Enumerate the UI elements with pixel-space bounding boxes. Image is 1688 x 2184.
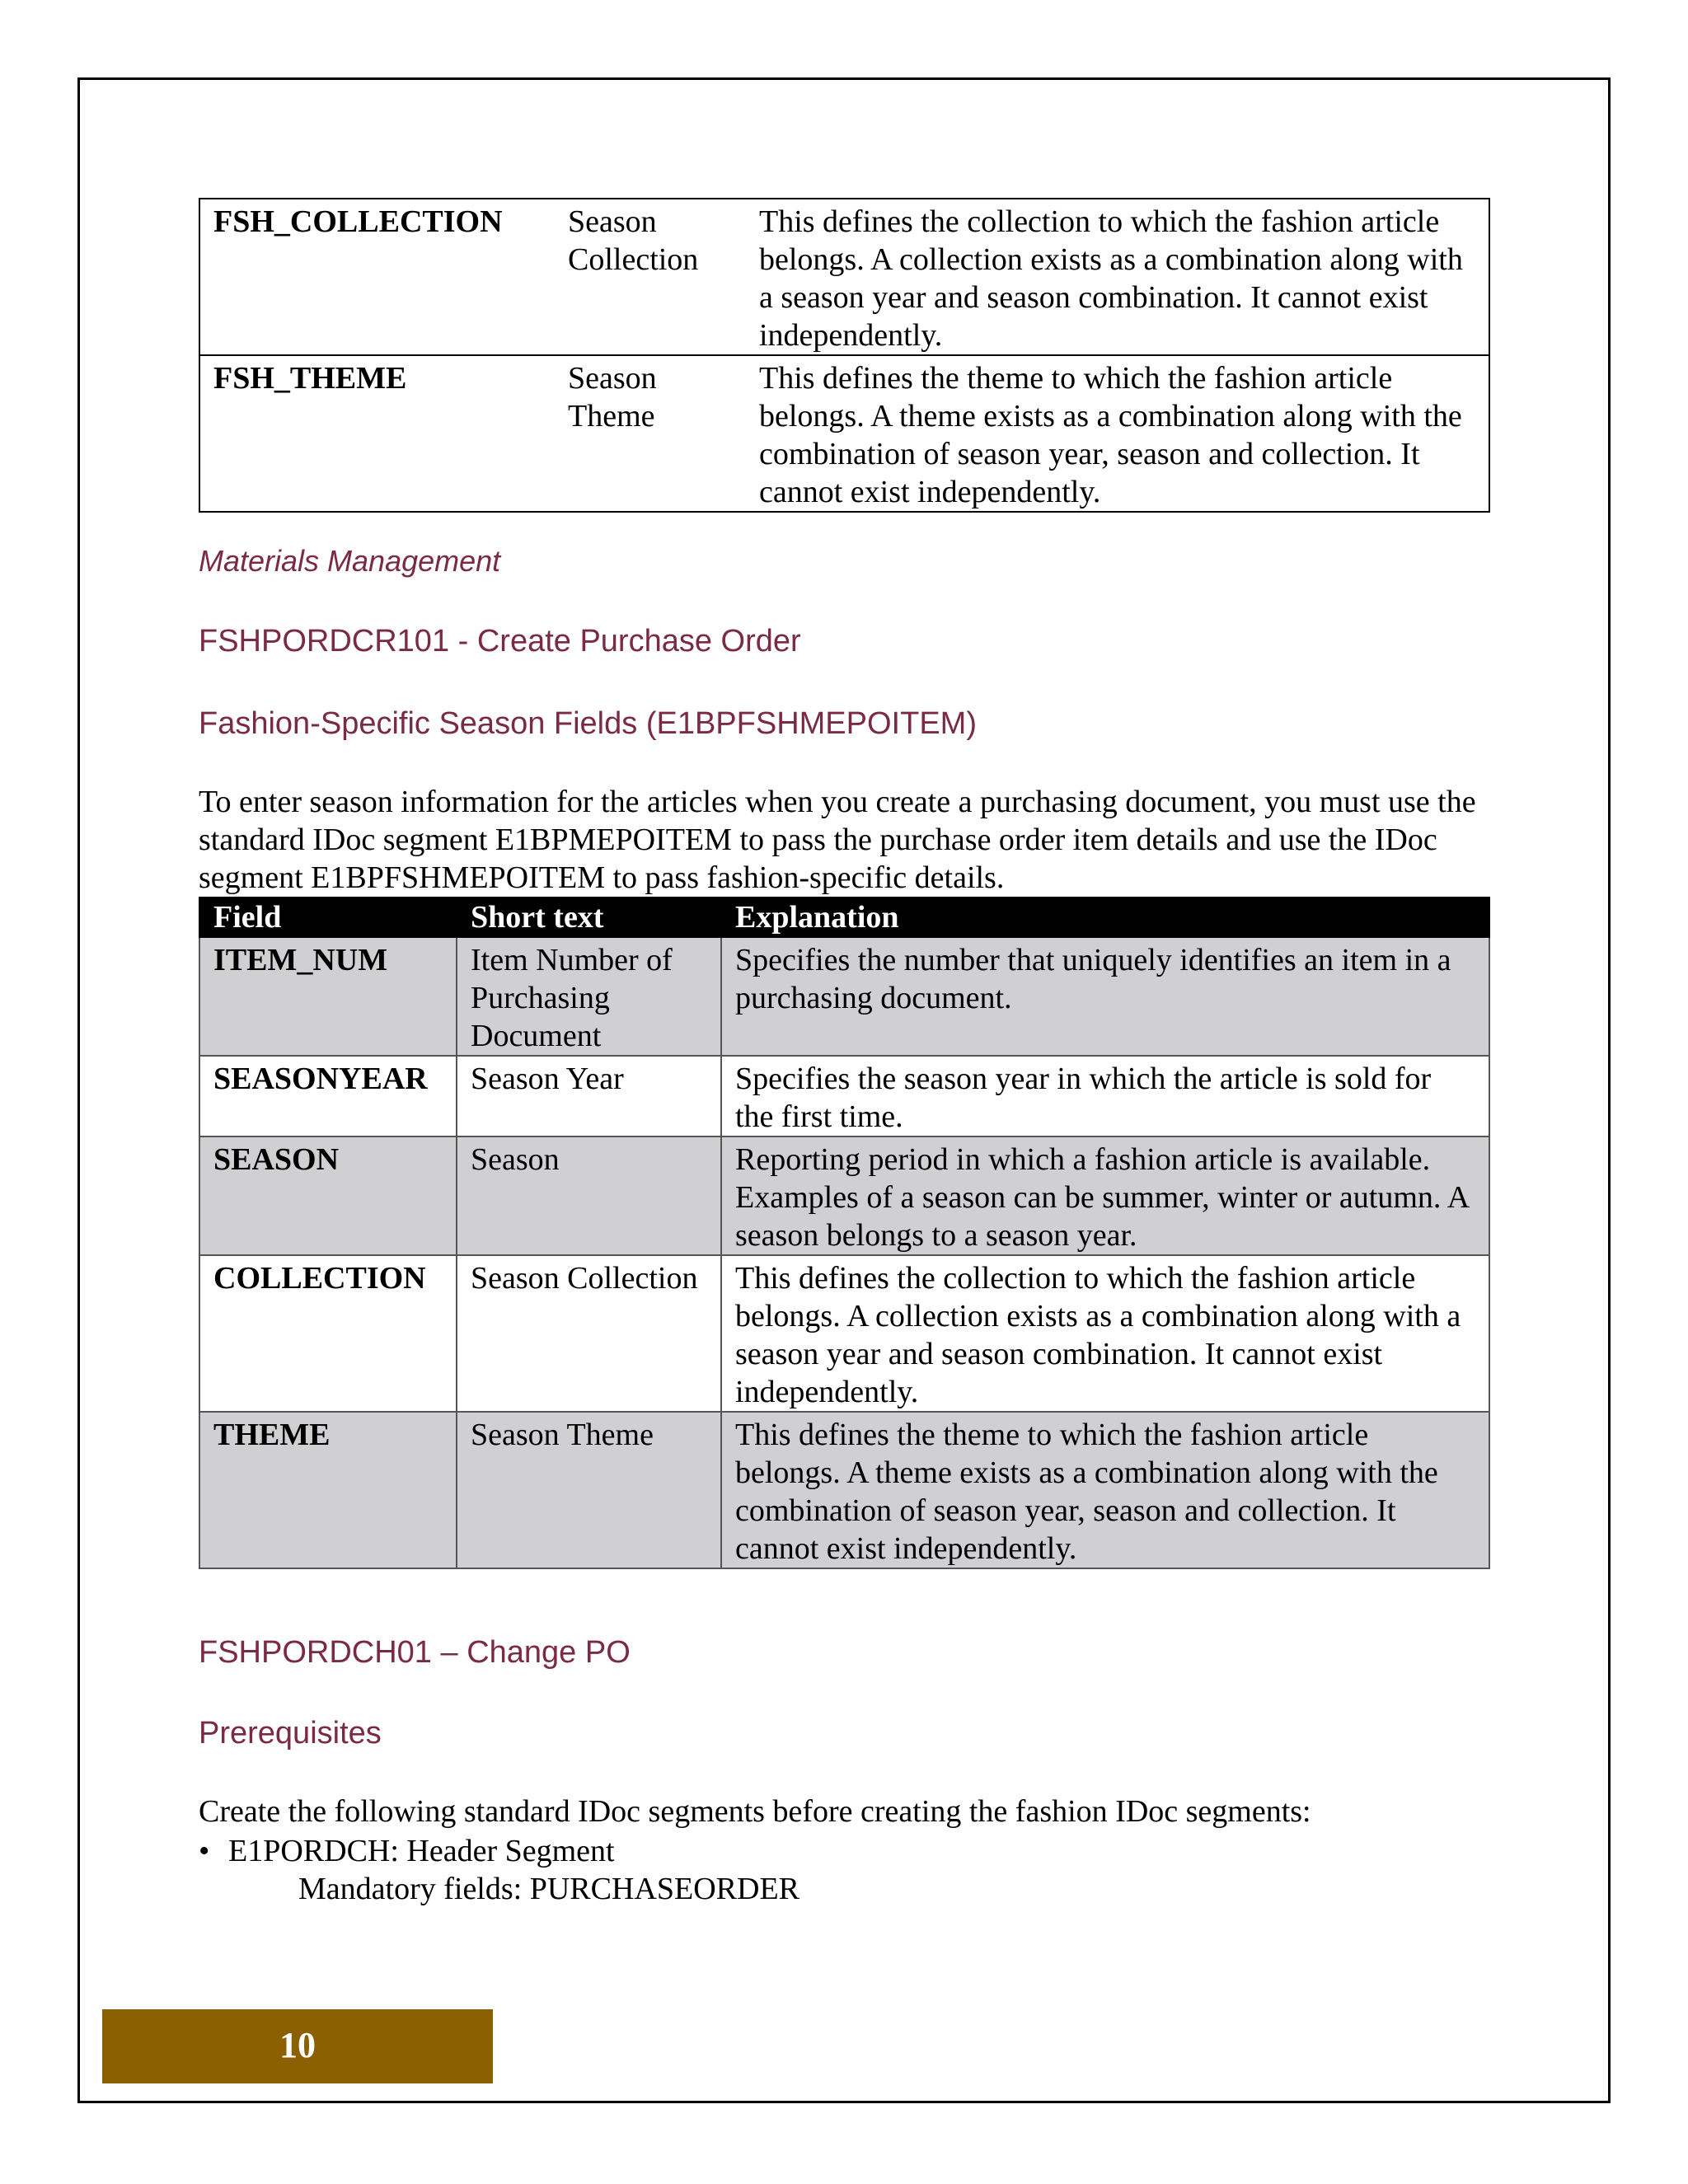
intro-paragraph: To enter season information for the articles when you create a purchasing document, you must use the standard IDoc segment E1BPMEPOITEM to pass the purchase order item details and use the IDoc segment E1BPFSHMEPOITEM to pass fashion-specific details. bbox=[199, 785, 1476, 895]
create-po-heading: FSHPORDCR101 - Create Purchase Order bbox=[199, 624, 801, 658]
change-po-heading: FSHPORDCH01 – Change PO bbox=[199, 1635, 631, 1670]
footer-bar bbox=[102, 2009, 493, 2083]
page-number: 10 bbox=[279, 2025, 316, 2065]
prerequisites-paragraph: Create the following standard IDoc segments before creating the fashion IDoc segments: bbox=[199, 1794, 1311, 1829]
bullet-list-item bbox=[199, 1832, 615, 1870]
explanation-cell: Specifies the number that uniquely identifies an item in a purchasing document. bbox=[721, 937, 1489, 1056]
field-cell: SEASONYEAR bbox=[199, 1056, 457, 1137]
table-row bbox=[199, 355, 1489, 512]
explanation-cell: This defines the theme to which the fashion article belongs. A theme exists as a combination along with the combination of season year, season and collection. It cannot exist independently. bbox=[721, 1412, 1489, 1568]
field-cell: FSH_THEME bbox=[199, 355, 555, 512]
field-cell: ITEM_NUM bbox=[199, 937, 457, 1056]
prerequisites-heading: Prerequisites bbox=[199, 1716, 382, 1750]
season-fields-heading: Fashion-Specific Season Fields (E1BPFSHMEPOITEM) bbox=[199, 706, 977, 741]
short-text-cell bbox=[555, 355, 746, 512]
explanation-cell: This defines the theme to which the fashion article belongs. A theme exists as a combination along with the combination of season year, season and collection. It cannot exist independently. bbox=[746, 355, 1489, 512]
table-row bbox=[199, 937, 1489, 1056]
header-field: Field bbox=[199, 898, 457, 937]
short-text-line: Theme bbox=[568, 399, 655, 434]
table-header-row bbox=[199, 898, 1489, 937]
header-short-text: Short text bbox=[457, 898, 721, 937]
top-field-table bbox=[199, 198, 1490, 513]
explanation-cell: This defines the collection to which the fashion article belongs. A collection exists as a combination along with a season year and season combination. It cannot exist independently. bbox=[746, 199, 1489, 355]
field-cell: SEASON bbox=[199, 1137, 457, 1255]
materials-management-heading: Materials Management bbox=[199, 544, 501, 578]
short-text-cell bbox=[555, 199, 746, 355]
short-text-line: Season bbox=[568, 204, 657, 239]
season-fields-table bbox=[199, 897, 1490, 1569]
bullet-icon: • bbox=[199, 1834, 210, 1868]
table-row bbox=[199, 1056, 1489, 1137]
explanation-cell: Reporting period in which a fashion article is available. Examples of a season can be summer, winter or autumn. A season belongs to a season year. bbox=[721, 1137, 1489, 1255]
header-explanation: Explanation bbox=[721, 898, 1489, 937]
short-text-cell: Season Theme bbox=[457, 1412, 721, 1568]
field-cell: FSH_COLLECTION bbox=[199, 199, 555, 355]
table-row bbox=[199, 1412, 1489, 1568]
field-cell: THEME bbox=[199, 1412, 457, 1568]
short-text-cell: Season Collection bbox=[457, 1255, 721, 1412]
table-row bbox=[199, 1137, 1489, 1255]
short-text-cell: Season bbox=[457, 1137, 721, 1255]
field-cell: COLLECTION bbox=[199, 1255, 457, 1412]
bullet-text: E1PORDCH: Header Segment bbox=[228, 1834, 615, 1868]
table-row bbox=[199, 199, 1489, 355]
mandatory-fields-line: Mandatory fields: PURCHASEORDER bbox=[298, 1872, 799, 1906]
short-text-line: Collection bbox=[568, 242, 699, 277]
short-text-line: Season bbox=[568, 361, 657, 396]
table-row bbox=[199, 1255, 1489, 1412]
short-text-cell: Item Number of Purchasing Document bbox=[457, 937, 721, 1056]
explanation-cell: Specifies the season year in which the article is sold for the first time. bbox=[721, 1056, 1489, 1137]
explanation-cell: This defines the collection to which the fashion article belongs. A collection exists as a combination along with a season year and season combination. It cannot exist independently. bbox=[721, 1255, 1489, 1412]
short-text-cell: Season Year bbox=[457, 1056, 721, 1137]
